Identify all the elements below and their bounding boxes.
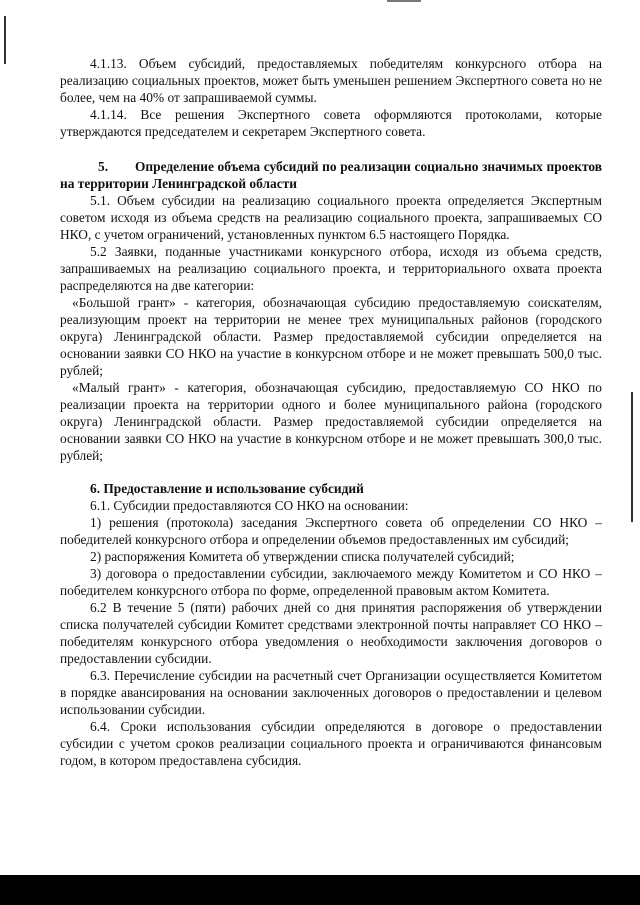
paragraph-5-1: 5.1. Объем субсидии на реализацию социального проекта определяется Экспертным советом исходя из объема средств на реализацию социального проекта, запрашиваемых СО НКО, с учетом ограничений, установленных пунктом 6.5 настоящего Порядка. [60,193,602,242]
list-item-1: 1) решения (протокола) заседания Экспертного совета об определении СО НКО – победителей конкурсного отбора и определении объемов предоставленных им субсидий; [60,515,602,547]
paragraph-6-3: 6.3. Перечисление субсидии на расчетный счет Организации осуществляется Комитетом в порядке авансирования на основании заключенных договоров о предоставлении и целевом использовании субсидии. [60,668,602,717]
paragraph-5-2: 5.2 Заявки, поданные участниками конкурсного отбора, исходя из объема средств, запрашиваемых на реализацию социального проекта, и территориального охвата проекта распределяются на две категории: [60,244,602,293]
section-5-number: 5. [98,159,109,174]
paragraph-small-grant: «Малый грант» - категория, обозначающая субсидию, предоставляемую СО НКО по реализации проекта на территории одного и более муниципального района (городского округа) Ленинградской области. Размер предоставляемой субсидии определяется на основании заявки СО НКО на участие в конкурсном отборе и не может превышать 300,0 тыс. рублей; [60,380,602,463]
document-body [60,55,602,769]
scan-mark-right [631,392,633,522]
section-5-heading [60,158,602,192]
section-5-title: Определение объема субсидий по реализации социально значимых проектов на территории Ленинградской области [60,159,602,191]
paragraph-6-1: 6.1. Субсидии предоставляются СО НКО на основании: [90,498,409,513]
paragraph-6-2: 6.2 В течение 5 (пяти) рабочих дней со дня принятия распоряжения об утверждении списка получателей субсидии Комитет средствами электронной почты направляет СО НКО – победителям конкурсного отбора уведомления о необходимости заключения договоров о предоставлении субсидии. [60,600,602,666]
paragraph-4-1-13: 4.1.13. Объем субсидий, предоставляемых победителям конкурсного отбора на реализацию социальных проектов, может быть уменьшен решением Экспертного совета но не более, чем на 40% от запрашиваемой суммы. [60,56,602,105]
list-item-3: 3) договора о предоставлении субсидии, заключаемого между Комитетом и СО НКО – победителем конкурсного отбора по форме, определенной правовым актом Комитета. [60,566,602,598]
list-item-2: 2) распоряжения Комитета об утверждении списка получателей субсидий; [90,549,515,564]
section-6-heading: 6. Предоставление и использование субсидий [90,481,364,496]
paragraph-6-4: 6.4. Сроки использования субсидии определяются в договоре о предоставлении субсидии с учетом сроков реализации социального проекта и ограничиваются финансовым годом, в котором предоставлена субсидия. [60,719,602,768]
scan-bottom-band [0,875,640,905]
scan-mark-left [4,16,6,64]
paragraph-4-1-14: 4.1.14. Все решения Экспертного совета оформляются протоколами, которые утверждаются председателем и секретарем Экспертного совета. [60,107,602,139]
paragraph-big-grant: «Большой грант» - категория, обозначающая субсидию предоставляемую соискателям, реализующим проект на территории не менее трех муниципальных районов (городского округа) Ленинградской области. Размер предоставляемой субсидии определяется на основании заявки СО НКО на участие в конкурсном отборе и не может превышать 500,0 тыс. рублей; [60,295,602,378]
scan-mark-top [387,0,421,2]
